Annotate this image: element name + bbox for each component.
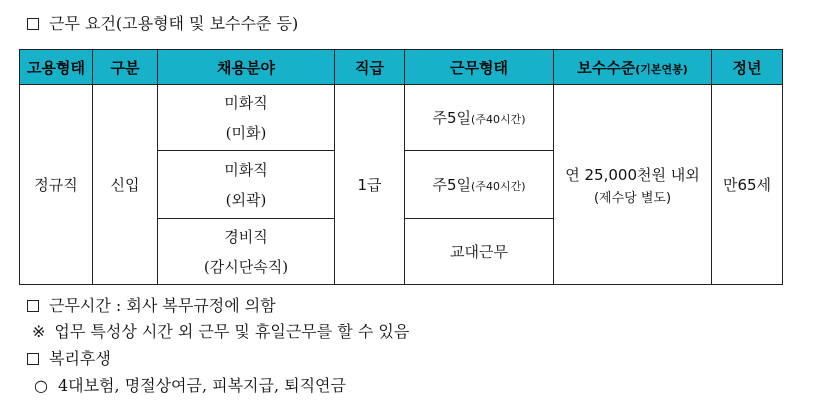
- header-recruit-field: 채용분야: [158, 50, 335, 85]
- checkbox-square-icon: [27, 18, 39, 30]
- field-detail: (감시단속직): [203, 257, 289, 276]
- header-retirement: 정년: [712, 50, 783, 85]
- checkbox-square-icon: [27, 353, 39, 365]
- field-name: 미화직: [224, 93, 268, 112]
- category-cell: 신입: [93, 85, 158, 285]
- work-hours: (주40시간): [471, 113, 526, 126]
- field-cell: [158, 85, 335, 151]
- field-detail: (외곽): [225, 190, 267, 209]
- header-grade: 직급: [335, 50, 405, 85]
- field-detail: (미화): [225, 123, 267, 142]
- employment-type-cell: 정규직: [20, 85, 93, 285]
- work-type-cell: [405, 151, 554, 219]
- circle-bullet-icon: ○: [34, 376, 48, 395]
- section-heading-text: 근무 요건(고용형태 및 보수수준 등): [49, 14, 299, 33]
- field-cell: [158, 151, 335, 219]
- header-salary-main: 보수수준: [577, 58, 636, 77]
- salary-cell: [554, 85, 712, 285]
- note-text: 복리후생: [49, 349, 111, 368]
- note-benefits: [34, 376, 346, 396]
- note-text: 근무시간 : 회사 복무규정에 의함: [49, 296, 276, 315]
- retirement-cell: 만65세: [712, 85, 783, 285]
- work-hours: (주40시간): [471, 180, 526, 193]
- header-employment-type: 고용형태: [20, 50, 93, 85]
- work-type-cell: [405, 85, 554, 151]
- header-work-type: 근무형태: [405, 50, 554, 85]
- field-name: 경비직: [224, 227, 268, 246]
- checkbox-square-icon: [27, 300, 39, 312]
- grade-cell: 1급: [335, 85, 405, 285]
- header-salary: [554, 50, 712, 85]
- table-row: [20, 85, 783, 151]
- section-heading: [27, 14, 298, 34]
- header-salary-sub: (기본연봉): [635, 62, 688, 76]
- field-cell: [158, 219, 335, 285]
- note-text: 4대보험, 명절상여금, 피복지급, 퇴직연금: [57, 376, 346, 395]
- employment-conditions-table: [19, 49, 783, 285]
- salary-amount: 연 25,000천원 내외: [565, 165, 700, 184]
- note-overtime: [32, 322, 409, 342]
- work-days: 주5일: [432, 109, 472, 127]
- note-welfare: [27, 349, 111, 369]
- note-work-hours: [27, 296, 276, 316]
- field-name: 미화직: [224, 160, 268, 179]
- note-text: 업무 특성상 시간 외 근무 및 휴일근무를 할 수 있음: [54, 322, 410, 341]
- header-category: 구분: [93, 50, 158, 85]
- reference-mark-icon: ※: [32, 322, 46, 341]
- salary-note: (제수당 별도): [593, 190, 672, 206]
- table-header-row: [20, 50, 783, 85]
- work-days: 주5일: [432, 176, 472, 194]
- work-type-cell: 교대근무: [405, 219, 554, 285]
